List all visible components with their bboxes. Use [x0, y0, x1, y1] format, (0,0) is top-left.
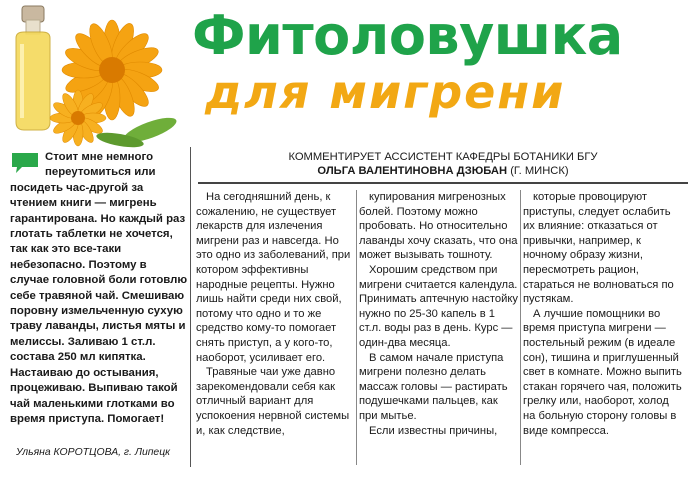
paragraph: которые провоцируют приступы, следует ослабить их влияние: отказаться от привычки, например, к ночному образу жизни, пересмотреть рацион, стараться не волноваться по пустякам. — [523, 191, 674, 306]
page-subtitle: для мигрени — [205, 65, 566, 119]
commentator-name-line — [198, 164, 688, 178]
header-rule — [198, 182, 688, 184]
reader-quote-text: Стоит мне немного переутомиться или посидеть час-другой за чтением книги — мигрень гарантирована. Но каждый раз глотать таблетки не хочется, так как это все-таки небезопасно. Поэтому в случае головной боли готовлю себе травяной чай. Смешиваю поровну измельченную сухую траву лаванды, листья мяты и мелиссы. Заливаю 1 ст.л. состава 250 мл кипятка. Настаиваю до остывания, процеживаю. Выпиваю такой чай маленькими глотками во время приступа. Помогает! — [10, 151, 188, 425]
quote-mark-icon — [10, 151, 40, 175]
calendula-oil-illustration — [0, 0, 190, 150]
quote-author: Ульяна КОРОТЦОВА, г. Липецк — [16, 447, 171, 458]
commentator-block — [198, 150, 688, 178]
paragraph: купирования мигренозных болей. Поэтому можно пробовать. Но относительно лаванды хочу сказать, что она может вызывать тошноту. — [359, 191, 518, 262]
paragraph: А лучшие помощники во время приступа мигрени — постельный режим (в идеале сон), тишина и приглушенный свет в комнате. Можно выпить стакан горячего чая, положить грелку или, наоборот, холод на больную сторону головы в виде компресса. — [523, 307, 682, 437]
column-divider — [190, 147, 191, 467]
paragraph: Если известны причины, — [369, 424, 498, 437]
article-column-3 — [523, 190, 683, 438]
paragraph: На сегодняшний день, к сожалению, не существует лекарств для излечения мигрени раз и навсегда. Но это одно из заболеваний, при котором эффективны народные рецепты. Нужно лишь найти среди них свой, потому что одно и то же средство кому-то помогает снять приступ, а у кого-то, наоборот, усиливает его. — [196, 191, 351, 364]
article-column-1 — [196, 190, 356, 438]
column-separator — [520, 190, 521, 465]
page-title: Фитоловушка — [192, 4, 623, 67]
paragraph: Хорошим средством при мигрени считается календула. Принимать аптечную настойку нужно по 25-30 капель в 1 ст.л. воды раз в день. Курс — один-два месяца. — [359, 263, 518, 349]
commentator-title: КОММЕНТИРУЕТ АССИСТЕНТ КАФЕДРЫ БОТАНИКИ БГУ — [288, 151, 598, 163]
paragraph: В самом начале приступа мигрени полезно делать массаж головы — растирать подушечками пальцев, как при мытье. — [359, 351, 508, 422]
column-separator — [356, 190, 357, 465]
paragraph: Травяные чаи уже давно зарекомендовали себя как отличный вариант для успокоения нервной системы и, как следствие, — [196, 366, 350, 437]
article-column-2 — [359, 190, 519, 438]
commentator-city: (Г. МИНСК) — [510, 165, 569, 177]
commentator-name: ОЛЬГА ВАЛЕНТИНОВНА ДЗЮБАН — [317, 165, 508, 177]
reader-quote — [10, 150, 188, 427]
